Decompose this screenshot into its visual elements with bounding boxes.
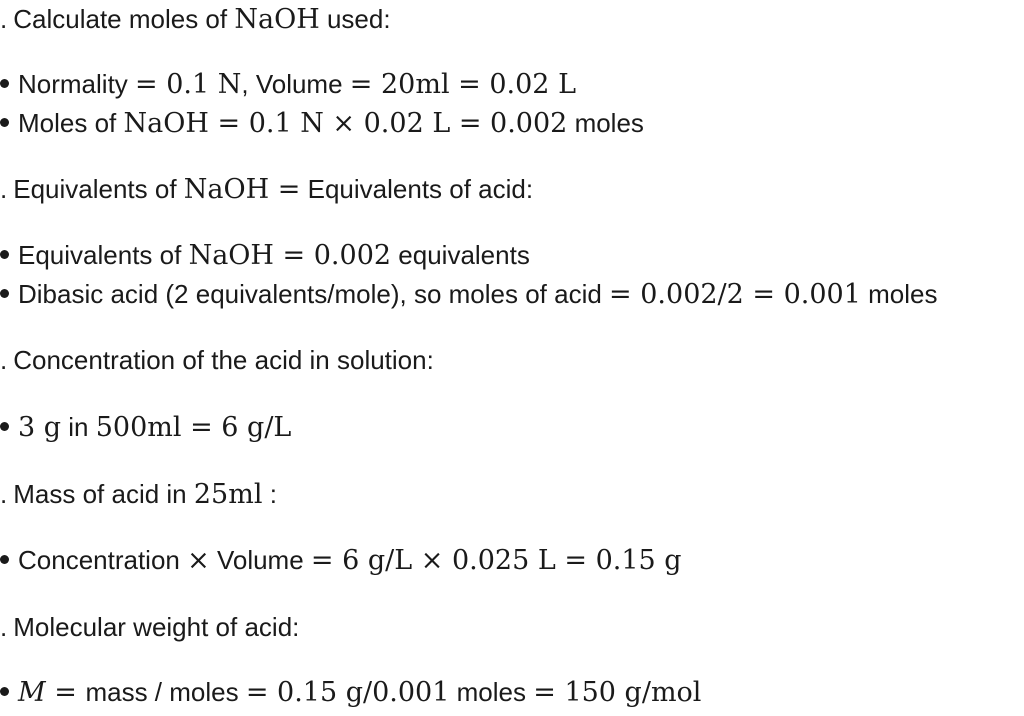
math-segment: ×	[187, 545, 210, 576]
math-segment: = 0.1 N	[135, 69, 242, 100]
bullet-dot	[0, 250, 9, 259]
bullet-normality-volume	[0, 67, 576, 102]
bullet-molecular-weight	[0, 675, 701, 710]
text-segment: Volume	[209, 545, 311, 575]
step-4-heading	[0, 477, 277, 512]
bullet-dot	[0, 422, 9, 431]
text-segment: Normality	[18, 69, 136, 99]
step-marker: .	[0, 479, 8, 509]
bullet-mass-calculation	[0, 543, 682, 578]
math-segment: = 6 g/L × 0.025 L = 0.15 g	[310, 545, 682, 576]
math-segment: NaOH =	[183, 174, 301, 205]
step-marker: .	[0, 612, 8, 642]
text-segment: Mass of acid in	[13, 479, 194, 509]
math-segment: 500ml = 6 g/L	[95, 412, 292, 443]
text-segment: Equivalents of acid:	[300, 174, 534, 204]
text-segment: , Volume	[241, 69, 350, 99]
math-segment: = 0.15 g/0.001	[245, 677, 450, 708]
text-segment: equivalents	[391, 240, 530, 270]
text-segment: Dibasic acid (2 equivalents/mole), so moles of acid	[18, 279, 610, 309]
text-segment: :	[262, 479, 277, 509]
math-variable-symbol: M	[18, 677, 46, 708]
bullet-dot	[0, 79, 9, 88]
step-3-heading	[0, 343, 434, 377]
math-variable	[18, 677, 46, 708]
text-segment: mass / moles	[85, 677, 246, 707]
bullet-equivalents-naoh	[0, 238, 530, 273]
bullet-moles-naoh	[0, 106, 644, 141]
math-segment: = 150 g/mol	[533, 677, 702, 708]
text-segment: Molecular weight of acid:	[13, 612, 300, 642]
text-segment: Calculate moles of	[13, 4, 235, 34]
bullet-dibasic-acid	[0, 277, 937, 312]
math-segment: = 20ml = 0.02 L	[349, 69, 576, 100]
text-segment: Equivalents of	[13, 174, 184, 204]
text-segment: Moles of	[18, 108, 124, 138]
step-2-heading	[0, 172, 533, 207]
step-marker: .	[0, 174, 8, 204]
text-segment: moles	[860, 279, 938, 309]
step-marker: .	[0, 345, 8, 375]
text-segment: in	[61, 412, 96, 442]
text-segment: Concentration of the acid in solution:	[13, 345, 434, 375]
bullet-dot	[0, 289, 9, 298]
math-segment: 25ml	[193, 479, 263, 510]
bullet-dot	[0, 555, 9, 564]
math-segment: NaOH = 0.002	[188, 240, 392, 271]
bullet-dot	[0, 687, 9, 696]
text-segment: moles	[567, 108, 644, 138]
bullet-concentration-value	[0, 410, 291, 445]
math-segment: =	[45, 677, 86, 708]
math-segment: NaOH = 0.1 N × 0.02 L = 0.002	[123, 108, 568, 139]
step-1-heading	[0, 2, 391, 37]
math-segment: = 0.002/2 = 0.001	[609, 279, 861, 310]
text-segment: Equivalents of	[18, 240, 189, 270]
math-segment: NaOH	[234, 4, 320, 35]
step-5-heading	[0, 610, 299, 644]
step-marker: .	[0, 4, 8, 34]
math-segment: 3 g	[18, 412, 62, 443]
text-segment: moles	[449, 677, 534, 707]
bullet-dot	[0, 118, 9, 127]
text-segment: Concentration	[18, 545, 188, 575]
text-segment: used:	[319, 4, 391, 34]
